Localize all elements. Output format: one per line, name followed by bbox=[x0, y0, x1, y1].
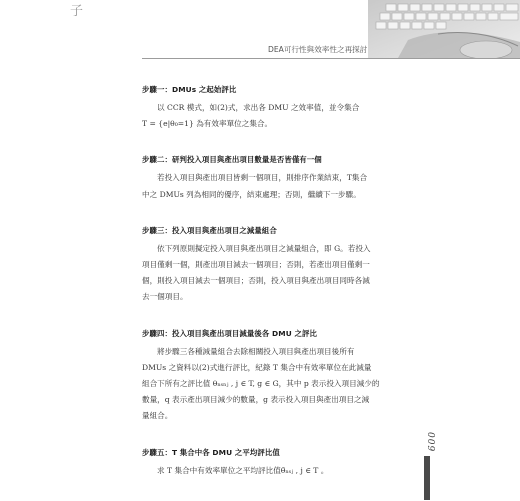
page-number: 009 bbox=[425, 432, 435, 453]
step-2-line-1: 若投入項目與產出項目皆剩一個項目，則排序作業結束，T集合 bbox=[157, 173, 368, 183]
corner-mark: 子 bbox=[70, 4, 85, 19]
step-2-heading: 步驟二：研判投入項目與產出項目數量是否皆僅有一個 bbox=[142, 155, 322, 165]
step-4-text bbox=[142, 344, 384, 425]
step-1-line-1: 以 CCR 模式，如(2)式，求出各 DMU 之效率值，並令集合 bbox=[157, 103, 360, 112]
step-5-heading: 步驟五：T 集合中各 DMU 之平均評比值 bbox=[142, 447, 280, 457]
step-4-line-2: DMUs 之資料以(2)式進行評比，紀錄 T 集合中有效率單位在此減量 bbox=[142, 362, 372, 372]
step-3-line-3: 個，則投入項目減去一個項目；否則，投入項目與產出項目同時各減 bbox=[142, 276, 370, 286]
header-rule bbox=[142, 58, 520, 59]
step-5-line-1: 求 T 集合中有效率單位之平均評比值θ̄ₙₛⱼ , j ∈ T 。 bbox=[157, 465, 329, 475]
step-4-heading: 步驟四：投入項目與產出項目減量後各 DMU 之評比 bbox=[142, 328, 317, 338]
step-2 bbox=[142, 154, 384, 202]
step-1 bbox=[142, 84, 384, 132]
page-body bbox=[142, 84, 384, 501]
page-edge-bar bbox=[424, 456, 430, 500]
step-3 bbox=[142, 225, 384, 306]
step-3-heading: 步驟三：投入項目與產出項目之減量組合 bbox=[142, 225, 277, 235]
step-1-text bbox=[142, 100, 384, 132]
step-3-text bbox=[142, 241, 384, 306]
step-4-line-5: 量組合。 bbox=[142, 411, 173, 421]
step-2-line-2: 中之 DMUs 列為相同的優序，結束處理；否則，繼續下一步驟。 bbox=[142, 189, 361, 199]
keyboard-photo-icon bbox=[368, 0, 520, 58]
step-5 bbox=[142, 447, 384, 479]
step-3-line-4: 去一個項目。 bbox=[142, 292, 188, 302]
step-2-text bbox=[142, 170, 384, 202]
step-4-line-4: 數量，q 表示產出項目減少的數量，g 表示投入項目與產出項目之減 bbox=[142, 395, 370, 405]
step-5-text bbox=[142, 463, 384, 479]
running-head: DEA可行性與效率性之再探討 bbox=[268, 45, 368, 54]
step-4-line-3: 組合下所有之評比值 θₙₛₙⱼ , j ∈ T, g ∈ G，其中 p 表示投入項目減少的 bbox=[142, 379, 380, 389]
step-1-heading: 步驟一：DMUs 之起始評比 bbox=[142, 85, 237, 94]
step-4 bbox=[142, 328, 384, 425]
step-3-line-2: 項目僅剩一個，則產出項目減去一個項目；否則，若產出項目僅剩一 bbox=[142, 260, 370, 270]
header-keyboard-photo bbox=[368, 0, 520, 58]
step-1-line-2: T = {e|θ₀=1} 為有效率單位之集合。 bbox=[142, 119, 273, 129]
step-3-line-1: 依下列原則擬定投入項目與產出項目之減量組合，即 G。若投入 bbox=[157, 243, 371, 253]
step-4-line-1: 將步驟三各種減量組合去除相關投入項目與產出項目後所有 bbox=[157, 346, 355, 356]
